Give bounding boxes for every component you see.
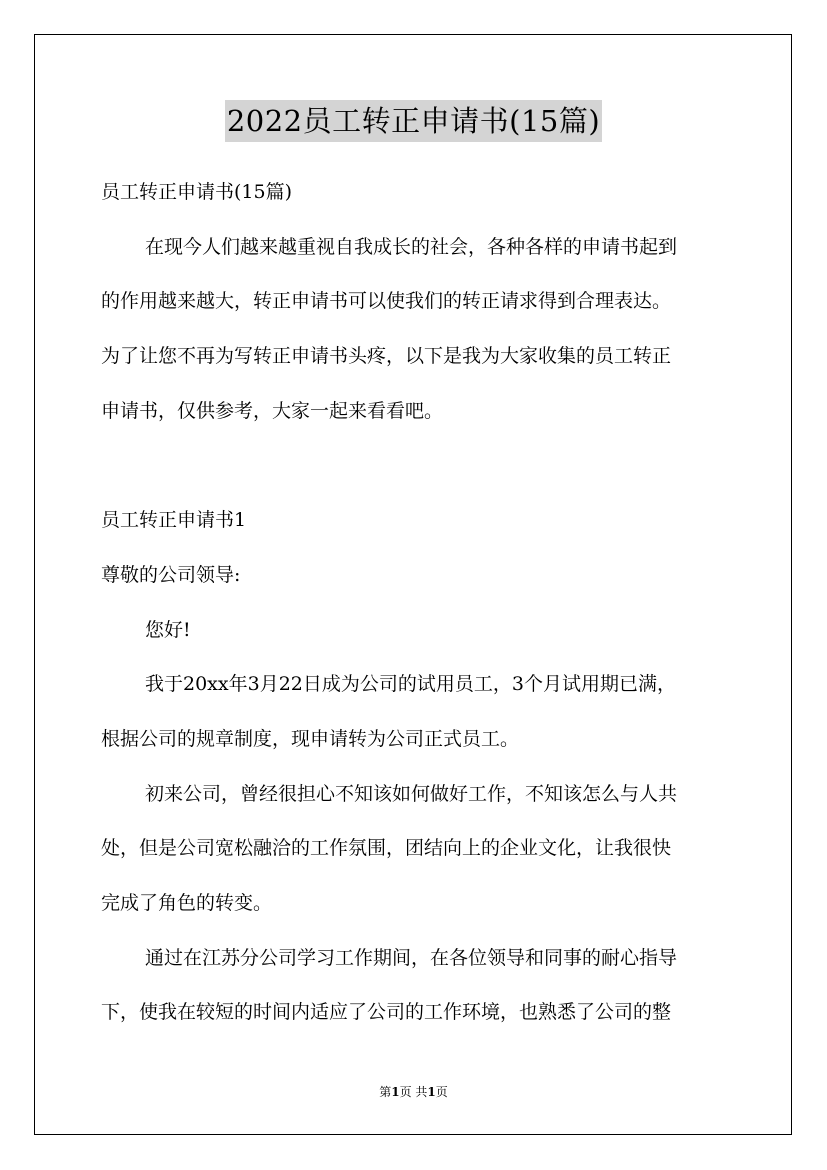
- footer-suffix: 页: [435, 1085, 448, 1099]
- paragraph-line: 下，使我在较短的时间内适应了公司的工作环境，也熟悉了公司的整: [101, 1001, 672, 1024]
- footer-prefix: 第: [379, 1085, 392, 1099]
- paragraph-line: 我于20xx年3月22日成为公司的试用员工，3个月试用期已满，: [145, 673, 676, 696]
- page-number-current: 1: [391, 1085, 400, 1099]
- footer-mid: 页 共: [399, 1085, 428, 1099]
- paragraph-line: 处，但是公司宽松融洽的工作氛围，团结向上的企业文化，让我很快: [101, 837, 672, 860]
- page-number-total: 1: [427, 1085, 436, 1099]
- salutation: 尊敬的公司领导:: [101, 563, 241, 586]
- paragraph-line: 通过在江苏分公司学习工作期间，在各位领导和同事的耐心指导: [145, 946, 678, 969]
- page-footer: [0, 1083, 827, 1101]
- intro-line: 的作用越来越大，转正申请书可以使我们的转正请求得到合理表达。: [101, 290, 672, 313]
- document-title: 2022员工转正申请书(15篇): [225, 100, 602, 142]
- paragraph-line: 初来公司，曾经很担心不知该如何做好工作，不知该怎么与人共: [145, 782, 678, 805]
- greeting: 您好!: [145, 618, 191, 641]
- title-container: [0, 100, 827, 142]
- intro-line: 在现今人们越来越重视自我成长的社会，各种各样的申请书起到: [145, 235, 678, 258]
- intro-line: 为了让您不再为写转正申请书头疼，以下是我为大家收集的员工转正: [101, 345, 672, 368]
- section-heading: 员工转正申请书1: [101, 509, 247, 532]
- document-body: [101, 172, 741, 1047]
- intro-line: 申请书，仅供参考，大家一起来看看吧。: [101, 399, 444, 422]
- paragraph-line: 根据公司的规章制度，现申请转为公司正式员工。: [101, 727, 520, 750]
- paragraph-line: 完成了角色的转变。: [101, 891, 273, 914]
- document-subtitle: 员工转正申请书(15篇): [101, 181, 293, 203]
- blank-line: [101, 445, 741, 500]
